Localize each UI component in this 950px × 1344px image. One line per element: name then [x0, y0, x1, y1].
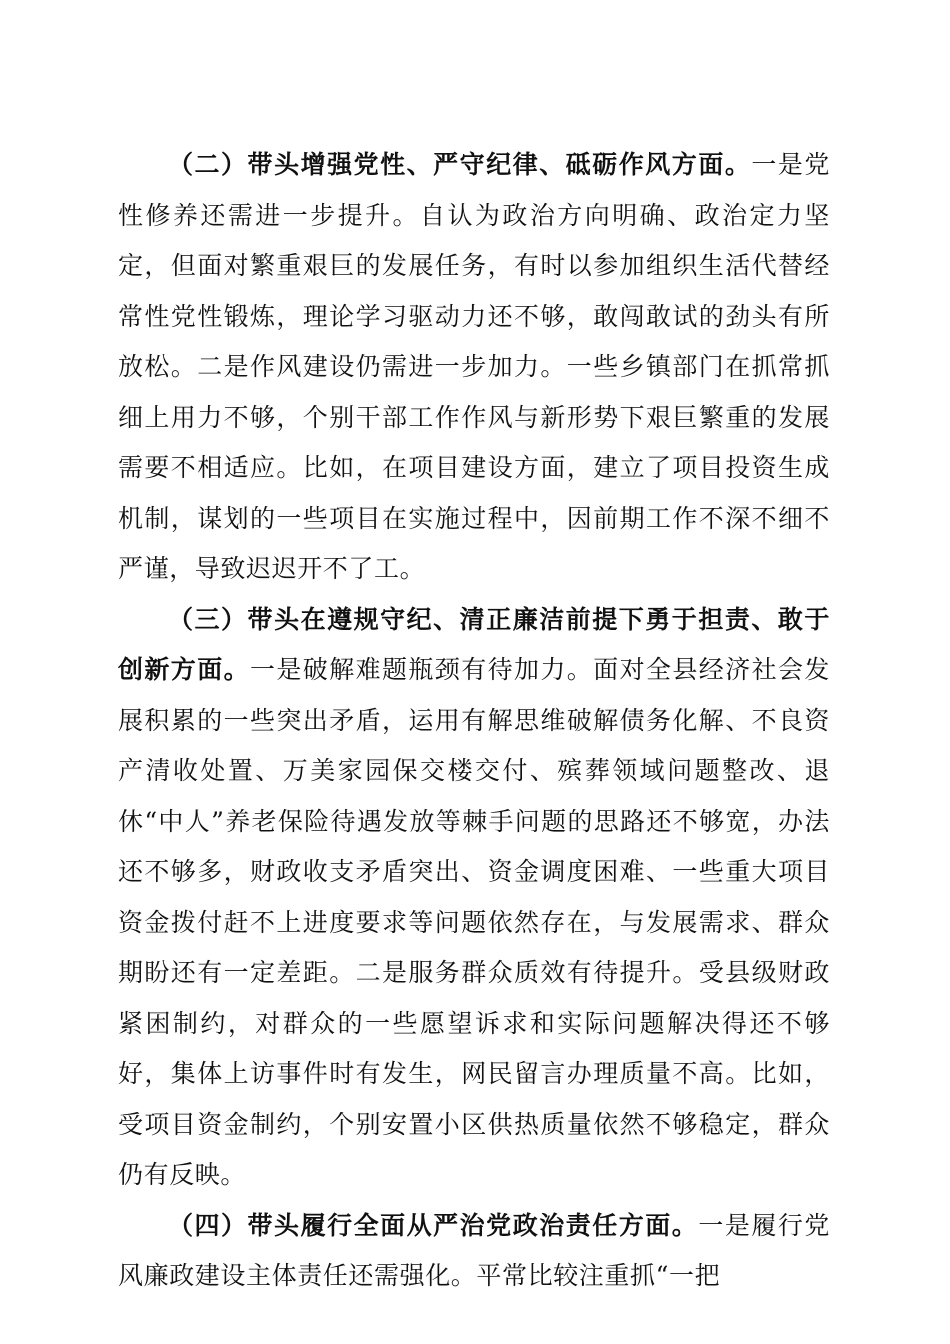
paragraph-text-4: 一是履行党风廉政建设主体责任还需强化。平常比较注重抓“一把 — [118, 1210, 830, 1290]
document-body — [118, 140, 830, 1302]
paragraph-section-3 — [118, 595, 830, 1201]
section-heading-2: （二）带头增强党性、严守纪律、砥砺作风方面。 — [168, 150, 752, 179]
paragraph-section-4 — [118, 1201, 830, 1302]
paragraph-text-2: 一是党性修养还需进一步提升。自认为政治方向明确、政治定力坚定，但面对繁重艰巨的发展任务，有时以参加组织生活代替经常性党性锻炼，理论学习驱动力还不够，敢闯敢试的劲头有所放松。二是作风建设仍需进一步加力。一些乡镇部门在抓常抓细上用力不够，个别干部工作作风与新形势下艰巨繁重的发展需要不相适应。比如，在项目建设方面，建立了项目投资生成机制，谋划的一些项目在实施过程中，因前期工作不深不细不严谨，导致迟迟开不了工。 — [118, 150, 830, 583]
paragraph-text-3: 一是破解难题瓶颈有待加力。面对全县经济社会发展积累的一些突出矛盾，运用有解思维破解债务化解、不良资产清收处置、万美家园保交楼交付、殡葬领域问题整改、退休“中人”养老保险待遇发放等棘手问题的思路还不够宽，办法还不够多，财政收支矛盾突出、资金调度困难、一些重大项目资金拨付赶不上进度要求等问题依然存在，与发展需求、群众期盼还有一定差距。二是服务群众质效有待提升。受县级财政紧困制约，对群众的一些愿望诉求和实际问题解决得还不够好，集体上访事件时有发生，网民留言办理质量不高。比如，受项目资金制约，个别安置小区供热质量依然不够稳定，群众仍有反映。 — [118, 655, 830, 1189]
paragraph-section-2 — [118, 140, 830, 595]
section-heading-3: （三）带头在遵规守纪、清正廉洁前提下勇于担责、敢于创新方面。 — [118, 604, 830, 684]
section-heading-4: （四）带头履行全面从严治党政治责任方面。 — [168, 1210, 699, 1240]
